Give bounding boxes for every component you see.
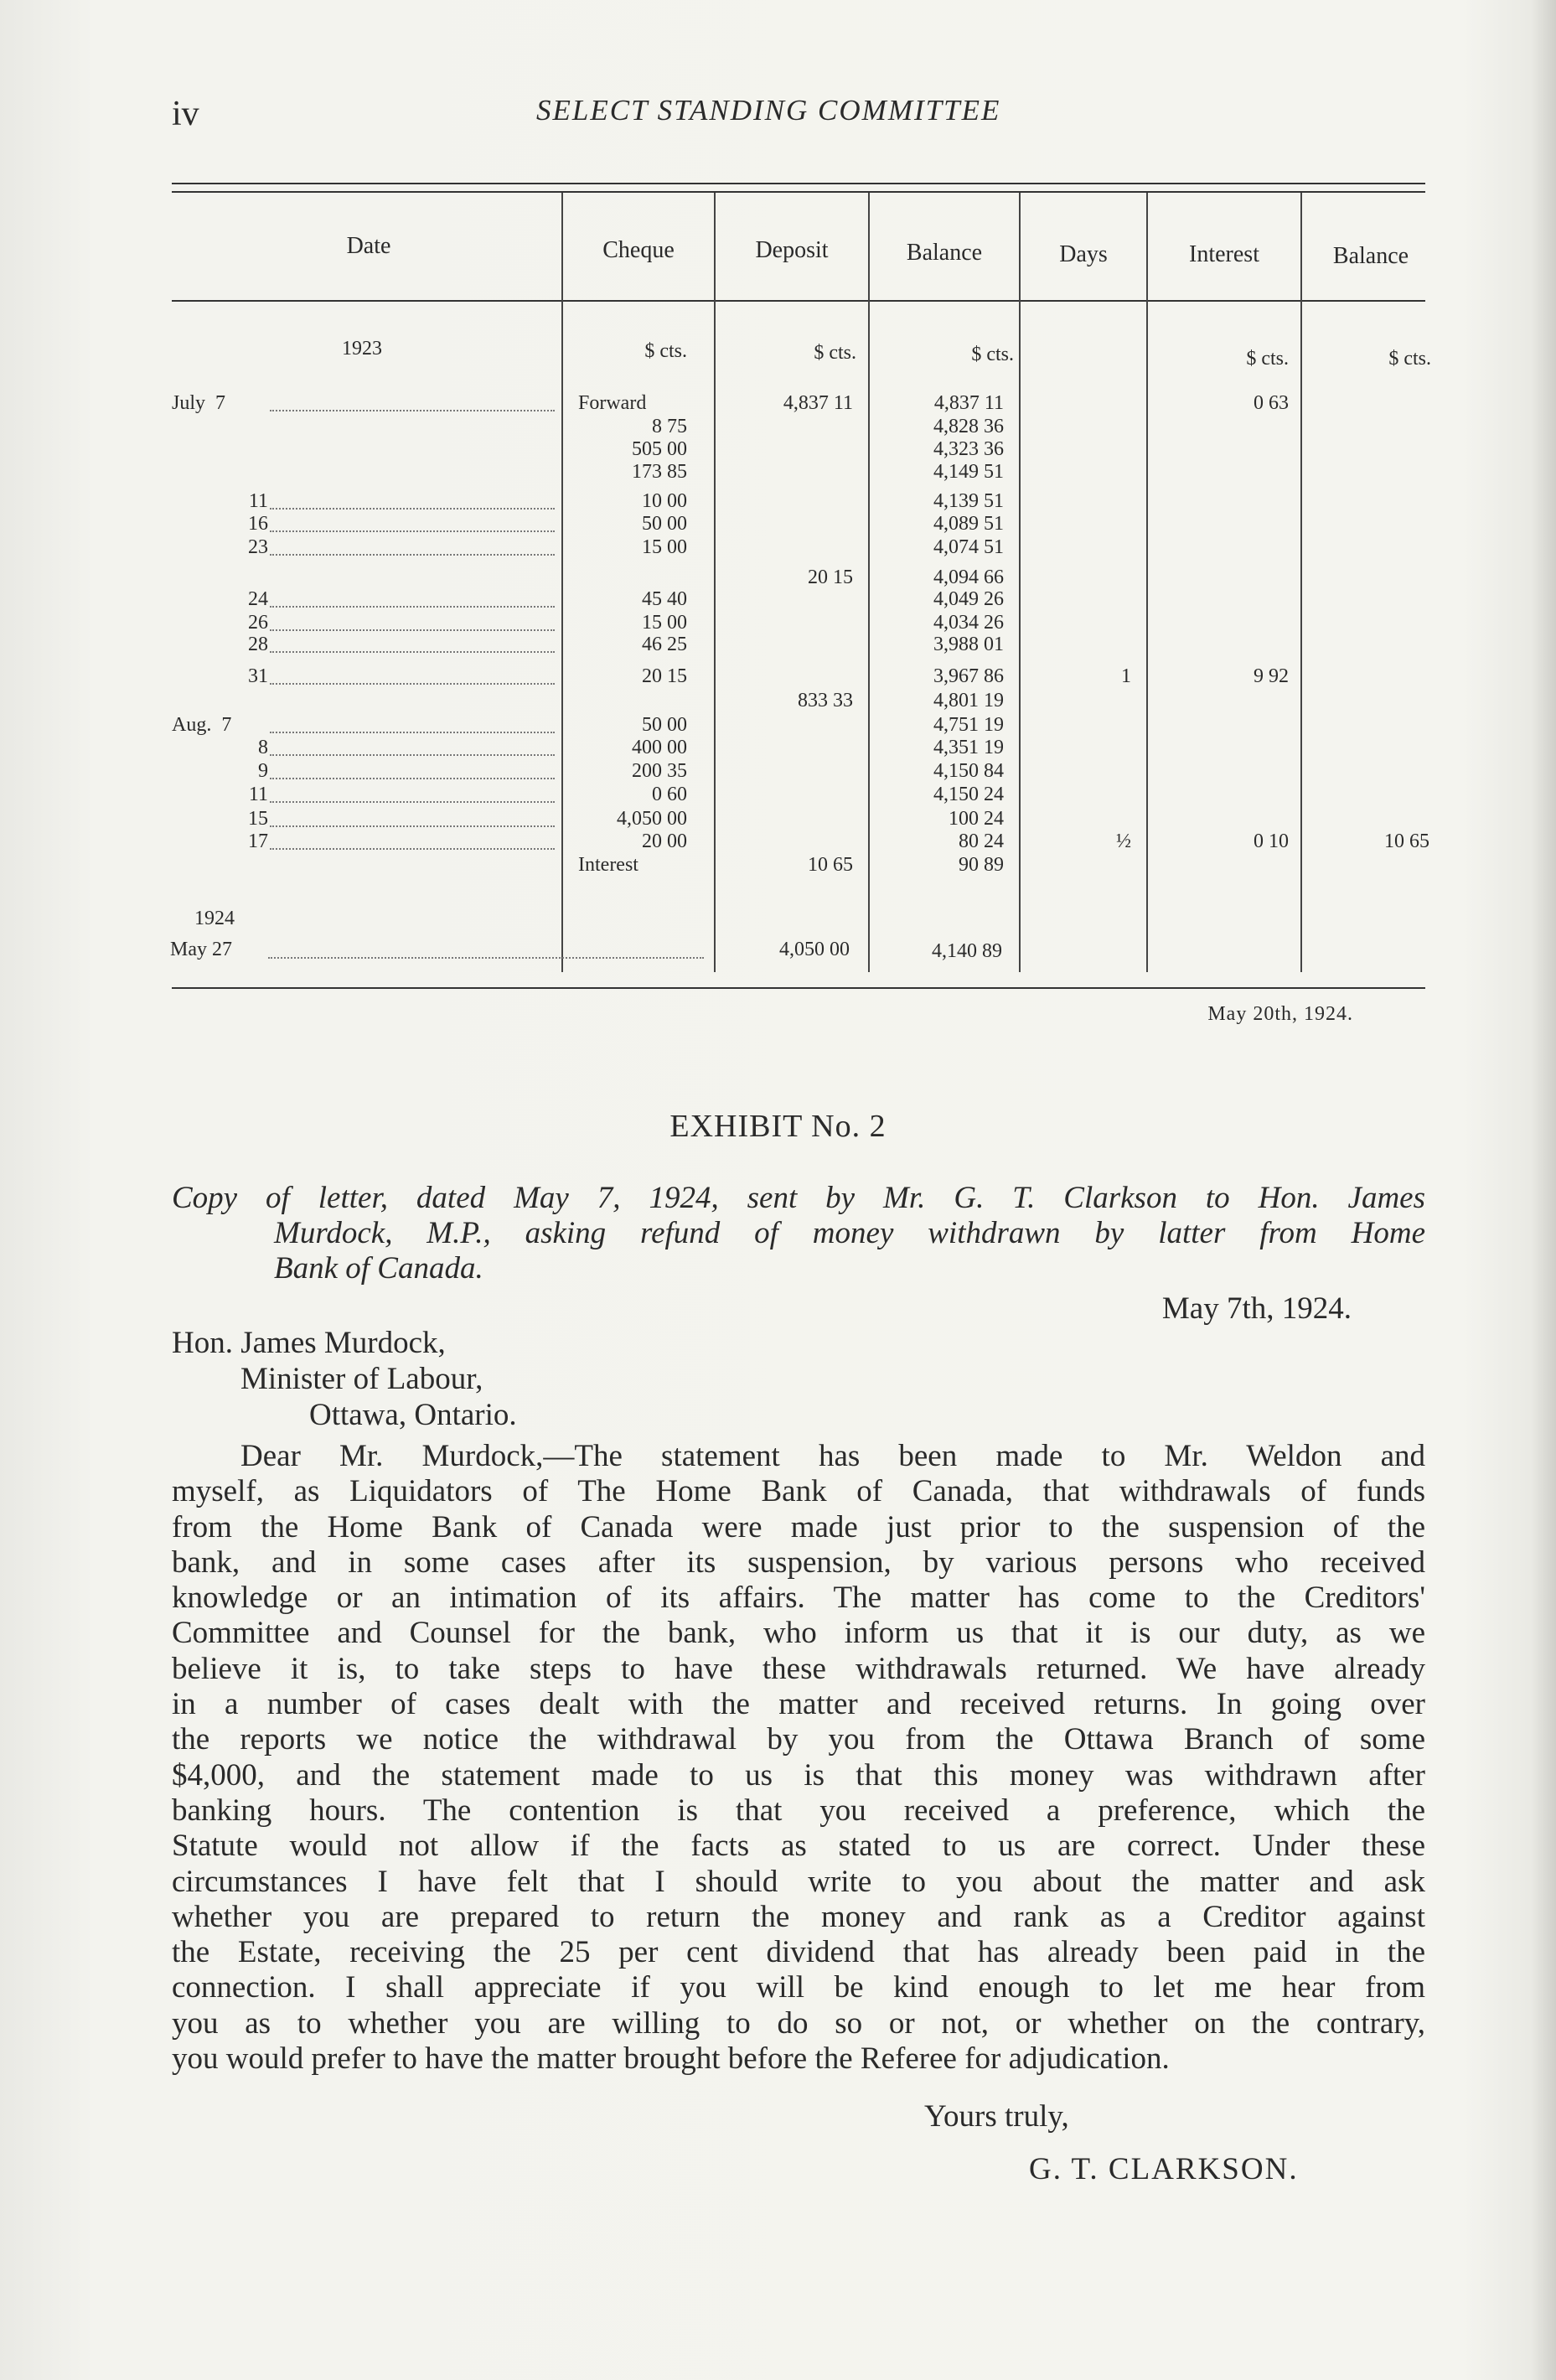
cell-balance: 80 24 bbox=[959, 830, 1004, 852]
header-cheque: Cheque bbox=[602, 237, 675, 263]
cell-days: 1 bbox=[1121, 665, 1131, 687]
header-days: Days bbox=[1059, 241, 1108, 267]
letter-body-line: Committee and Counsel for the bank, who inform us that it is our duty, as we bbox=[172, 1616, 1425, 1651]
cell-date: 11 bbox=[248, 784, 268, 805]
cell-balance: 4,801 19 bbox=[933, 690, 1004, 711]
final-row-leader bbox=[268, 957, 704, 959]
table-bottom-rule bbox=[172, 987, 1425, 989]
cell-interest: 0 10 bbox=[1254, 830, 1289, 852]
letter-body-line: Statute would not allow if the facts as stated to us are correct. Under these bbox=[172, 1829, 1425, 1864]
cell-date: 24 bbox=[248, 588, 268, 610]
cell-date: 28 bbox=[248, 634, 268, 655]
cell-balance: 3,988 01 bbox=[933, 634, 1004, 655]
cell-balance: 4,034 26 bbox=[933, 612, 1004, 634]
cell-date: 8 bbox=[258, 737, 268, 758]
year-1923: 1923 bbox=[342, 338, 382, 360]
cell-date: 16 bbox=[248, 513, 268, 535]
dot-leader bbox=[270, 683, 555, 685]
cell-date: Aug. 7 bbox=[172, 714, 232, 736]
cell-cheque: 50 00 bbox=[642, 513, 687, 535]
table-header-rule bbox=[172, 300, 1425, 302]
cell-date: 9 bbox=[258, 760, 268, 782]
header-balance: Balance bbox=[906, 240, 983, 266]
letter-body-line: circumstances I have felt that I should write to you about the matter and ask bbox=[172, 1864, 1425, 1899]
letter-body-line: myself, as Liquidators of The Home Bank of Canada, that withdrawals of funds bbox=[172, 1474, 1425, 1509]
cell-cheque: 15 00 bbox=[642, 612, 687, 634]
letter-date: May 7th, 1924. bbox=[1161, 1291, 1352, 1326]
dot-leader bbox=[270, 825, 555, 827]
cell-date: July 7 bbox=[172, 392, 226, 414]
caption-line: Copy of letter, dated May 7, 1924, sent by Mr. G. T. Clarkson to Hon. James bbox=[172, 1181, 1425, 1215]
caption-line: Bank of Canada. bbox=[274, 1251, 483, 1286]
letter-body-line: the reports we notice the withdrawal by you from the Ottawa Branch of some bbox=[172, 1722, 1425, 1757]
column-divider bbox=[561, 193, 563, 972]
column-divider bbox=[1300, 193, 1302, 972]
caption-line: Murdock, M.P., asking refund of money withdrawn by latter from Home bbox=[274, 1216, 1425, 1250]
cell-cheque: 4,050 00 bbox=[617, 808, 687, 830]
column-divider bbox=[1146, 193, 1148, 972]
cell-deposit: 10 65 bbox=[808, 854, 853, 876]
dot-leader bbox=[270, 754, 555, 756]
letter-body-line: connection. I shall appreciate if you will be kind enough to let me hear from bbox=[172, 1970, 1425, 2005]
address-line-3: Ottawa, Ontario. bbox=[309, 1398, 517, 1432]
running-head: SELECT STANDING COMMITTEE bbox=[536, 94, 1001, 127]
cell-cheque: 45 40 bbox=[642, 588, 687, 610]
cell-cheque: 8 75 bbox=[652, 416, 687, 437]
cell-balance: 4,828 36 bbox=[933, 416, 1004, 437]
cell-balance: 4,149 51 bbox=[933, 461, 1004, 483]
cell-cheque: 15 00 bbox=[642, 536, 687, 558]
cell-balance-2: 10 65 bbox=[1384, 830, 1429, 852]
cell-balance: 4,351 19 bbox=[933, 737, 1004, 758]
letter-body-line: believe it is, to take steps to have these withdrawals returned. We have already bbox=[172, 1651, 1425, 1686]
address-line-2: Minister of Labour, bbox=[240, 1362, 483, 1396]
dot-leader bbox=[270, 606, 555, 608]
final-row-deposit: 4,050 00 bbox=[779, 939, 850, 960]
dot-leader bbox=[270, 629, 555, 631]
cell-cheque: Interest bbox=[578, 854, 638, 876]
dot-leader bbox=[270, 732, 555, 733]
page-edge-shadow bbox=[1531, 0, 1556, 2380]
final-row-balance: 4,140 89 bbox=[932, 940, 1002, 962]
cell-deposit: 833 33 bbox=[798, 690, 853, 711]
cell-days: ½ bbox=[1116, 830, 1131, 852]
header-deposit: Deposit bbox=[755, 237, 829, 263]
cell-balance: 4,323 36 bbox=[933, 438, 1004, 460]
cell-cheque: 200 35 bbox=[632, 760, 687, 782]
letter-signature: G. T. CLARKSON. bbox=[1029, 2152, 1299, 2186]
letter-body-line: from the Home Bank of Canada were made just prior to the suspension of the bbox=[172, 1509, 1425, 1544]
dot-leader bbox=[270, 410, 555, 411]
final-row-date: May 27 bbox=[170, 939, 232, 960]
cell-date: 17 bbox=[248, 830, 268, 852]
cell-balance: 4,150 84 bbox=[933, 760, 1004, 782]
cell-date: 23 bbox=[248, 536, 268, 558]
cell-cheque: 400 00 bbox=[632, 737, 687, 758]
page-number: iv bbox=[172, 95, 199, 133]
unit-interest: $ cts. bbox=[1246, 348, 1289, 370]
cell-cheque: 505 00 bbox=[632, 438, 687, 460]
cell-balance: 3,967 86 bbox=[933, 665, 1004, 687]
year-1924: 1924 bbox=[194, 908, 235, 929]
cell-balance: 4,150 24 bbox=[933, 784, 1004, 805]
cell-cheque: 173 85 bbox=[632, 461, 687, 483]
header-date: Date bbox=[346, 233, 391, 259]
cell-cheque: 10 00 bbox=[642, 490, 687, 512]
letter-body-line: you would prefer to have the matter brought before the Referee for adjudication. bbox=[172, 2041, 1170, 2077]
dot-leader bbox=[270, 651, 555, 653]
letter-body-line: in a number of cases dealt with the matter and received returns. In going over bbox=[172, 1687, 1425, 1722]
letter-body-line: knowledge or an intimation of its affairs. The matter has come to the Creditors' bbox=[172, 1581, 1425, 1616]
table-signed-date: May 20th, 1924. bbox=[1207, 1003, 1353, 1025]
table-top-rule bbox=[172, 183, 1425, 184]
cell-date: 15 bbox=[248, 808, 268, 830]
cell-balance: 4,074 51 bbox=[933, 536, 1004, 558]
cell-balance: 100 24 bbox=[949, 808, 1004, 830]
unit-deposit: $ cts. bbox=[814, 342, 856, 364]
table-top-rule-inner bbox=[172, 191, 1425, 193]
letter-body-line: banking hours. The contention is that you received a preference, which the bbox=[172, 1793, 1425, 1828]
cell-interest: 9 92 bbox=[1254, 665, 1289, 687]
dot-leader bbox=[270, 508, 555, 510]
cell-interest: 0 63 bbox=[1254, 392, 1289, 414]
address-line-1: Hon. James Murdock, bbox=[172, 1326, 446, 1360]
dot-leader bbox=[270, 530, 555, 532]
cell-date: 26 bbox=[248, 612, 268, 634]
letter-closing: Yours truly, bbox=[924, 2099, 1069, 2134]
unit-cheque: $ cts. bbox=[644, 340, 687, 362]
cell-cheque: 20 00 bbox=[642, 830, 687, 852]
column-divider bbox=[1019, 193, 1021, 972]
unit-balance: $ cts. bbox=[971, 344, 1014, 365]
cell-cheque: Forward bbox=[578, 392, 647, 414]
letter-body-line: you as to whether you are willing to do so or not, or whether on the contrary, bbox=[172, 2005, 1425, 2041]
cell-balance: 4,049 26 bbox=[933, 588, 1004, 610]
dot-leader bbox=[270, 848, 555, 850]
cell-cheque: 50 00 bbox=[642, 714, 687, 736]
exhibit-caption bbox=[172, 1181, 1425, 1286]
cell-cheque: 20 15 bbox=[642, 665, 687, 687]
header-balance-2: Balance bbox=[1332, 243, 1409, 269]
cell-balance: 4,139 51 bbox=[933, 490, 1004, 512]
cell-cheque: 0 60 bbox=[652, 784, 687, 805]
letter-body-line: Dear Mr. Murdock,—The statement has been made to Mr. Weldon and bbox=[240, 1439, 1425, 1473]
header-interest: Interest bbox=[1189, 241, 1259, 267]
cell-balance: 4,089 51 bbox=[933, 513, 1004, 535]
dot-leader bbox=[270, 801, 555, 803]
dot-leader bbox=[270, 778, 555, 779]
cell-balance: 4,837 11 bbox=[933, 392, 1004, 414]
letter-body bbox=[172, 1439, 1425, 2077]
cell-deposit: 4,837 11 bbox=[783, 392, 853, 414]
unit-balance-2: $ cts. bbox=[1388, 348, 1431, 370]
letter-body-line: $4,000, and the statement made to us is that this money was withdrawn after bbox=[172, 1757, 1425, 1793]
cell-balance: 4,094 66 bbox=[933, 567, 1004, 588]
cell-cheque: 46 25 bbox=[642, 634, 687, 655]
letter-body-line: whether you are prepared to return the money and rank as a Creditor against bbox=[172, 1899, 1425, 1934]
dot-leader bbox=[270, 554, 555, 556]
cell-date: 31 bbox=[248, 665, 268, 687]
cell-date: 11 bbox=[248, 490, 268, 512]
cell-balance: 90 89 bbox=[959, 854, 1004, 876]
letter-body-line: the Estate, receiving the 25 per cent dividend that has already been paid in the bbox=[172, 1935, 1425, 1970]
cell-deposit: 20 15 bbox=[808, 567, 853, 588]
cell-balance: 4,751 19 bbox=[933, 714, 1004, 736]
exhibit-title: EXHIBIT No. 2 bbox=[669, 1109, 887, 1144]
letter-body-line: bank, and in some cases after its suspension, by various persons who received bbox=[172, 1544, 1425, 1580]
